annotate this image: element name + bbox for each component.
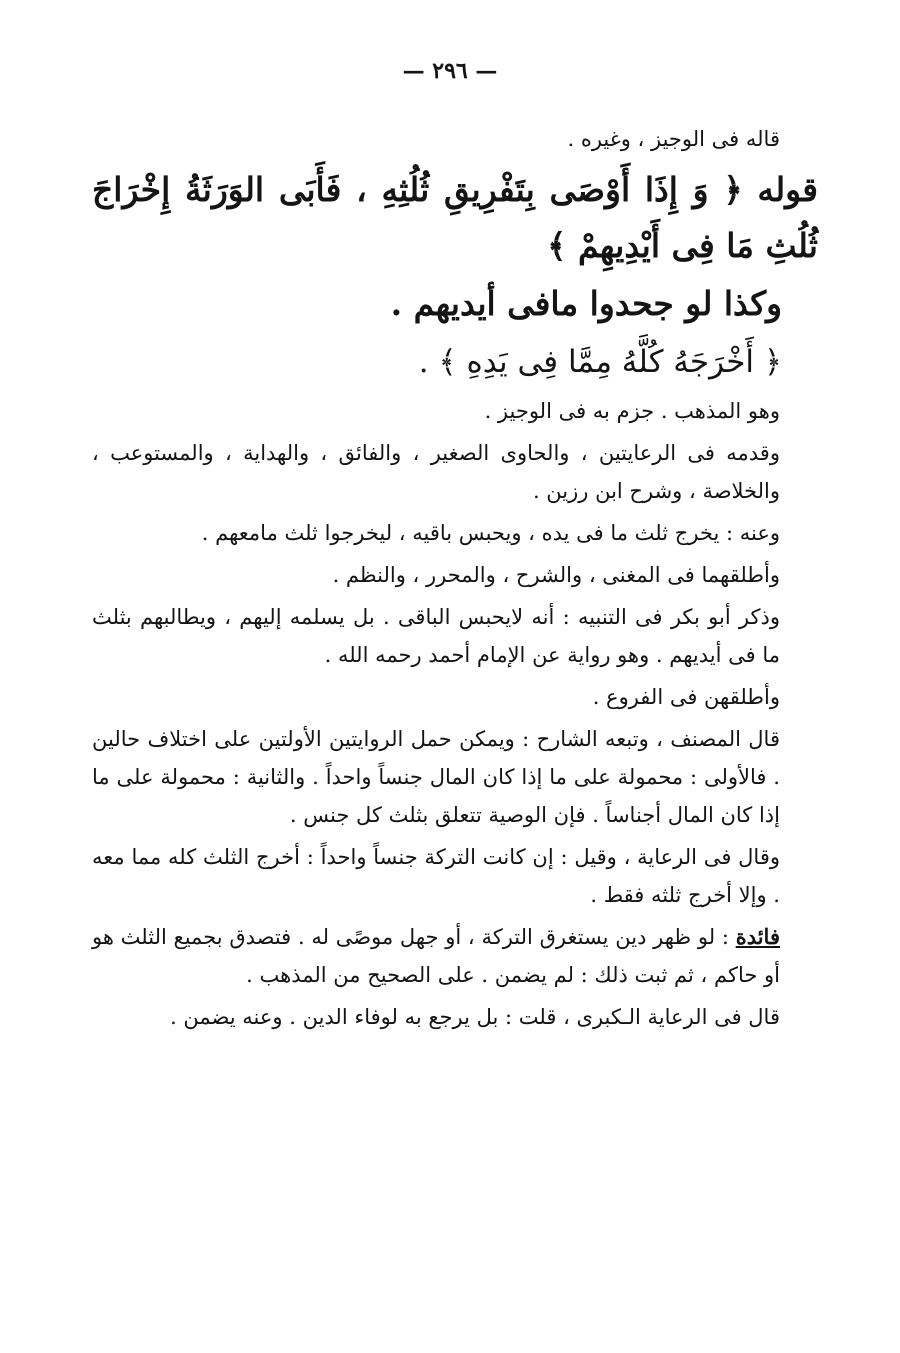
page-number: — ٢٩٦ — <box>402 58 498 84</box>
quoted-text: قوله ﴿ وَ إِذَا أَوْصَى بِتَفْرِيقِ ثُلُثِهِ ، فَأَبَى الوَرَثَةُ إِخْرَاجَ ثُلُثِ مَا فِى أَيْدِيهِمْ ﴾ <box>92 170 818 265</box>
paragraph: وعنه : يخرج ثلث ما فى يده ، ويحبس باقيه ، ليخرجوا ثلث مامعهم . <box>201 521 780 545</box>
faida-label: فائدة <box>735 924 780 949</box>
paragraph: وكذا لو جحدوا مافى أيديهم . <box>390 284 782 323</box>
paragraph: وذكر أبو بكر فى التنبيه : أنه لايحبس الباقى . بل يسلمه إليهم ، ويطالبهم بثلث ما فى أيديهم . وهو رواية عن الإمام أحمد رحمه الله . <box>92 605 780 667</box>
paragraph: قال فى الرعاية الـكبرى ، قلت : بل يرجع به لوفاء الدين . وعنه يضمن . <box>170 1005 780 1029</box>
paragraph: وقال فى الرعاية ، وقيل : إن كانت التركة جنساً واحداً : أخرج الثلث كله مما معه . وإلا أخرج ثلثه فقط . <box>92 845 780 907</box>
paragraph: وأطلقهن فى الفروع . <box>592 685 780 709</box>
paragraph: وأطلقهما فى المغنى ، والشرح ، والمحرر ، والنظم . <box>332 563 780 587</box>
page-body <box>92 120 818 1040</box>
paragraph: قاله فى الوجيز ، وغيره . <box>567 127 780 151</box>
paragraph: وقدمه فى الرعايتين ، والحاوى الصغير ، والفائق ، والهداية ، والمستوعب ، والخلاصة ، وشرح ابن رزين . <box>92 441 780 503</box>
paragraph: قال المصنف ، وتبعه الشارح : ويمكن حمل الروايتين الأولتين على اختلاف حالين . فالأولى : محمولة على ما إذا كان المال جنساً واحداً . والثانية : محمولة على ما إذا كان المال أجناساً . فإن الوصية تتعلق بثلث كل جنس . <box>92 727 780 827</box>
faida-paragraph: فائدة : لو ظهر دين يستغرق التركة ، أو جهل موصًى له . فتصدق بجميع الثلث هو أو حاكم ، ثم ثبت ذلك : لم يضمن . على الصحيح من المذهب . <box>92 924 780 987</box>
quoted-text: ﴿ أَخْرَجَهُ كُلَّهُ مِمَّا فِى يَدِهِ ﴾ . <box>418 344 782 380</box>
paragraph: وهو المذهب . جزم به فى الوجيز . <box>484 399 780 423</box>
faida-text: لو ظهر دين يستغرق التركة ، أو جهل موصًى له . فتصدق بجميع الثلث هو أو حاكم ، ثم ثبت ذلك : لم يضمن . على الصحيح من المذهب . <box>92 925 780 987</box>
